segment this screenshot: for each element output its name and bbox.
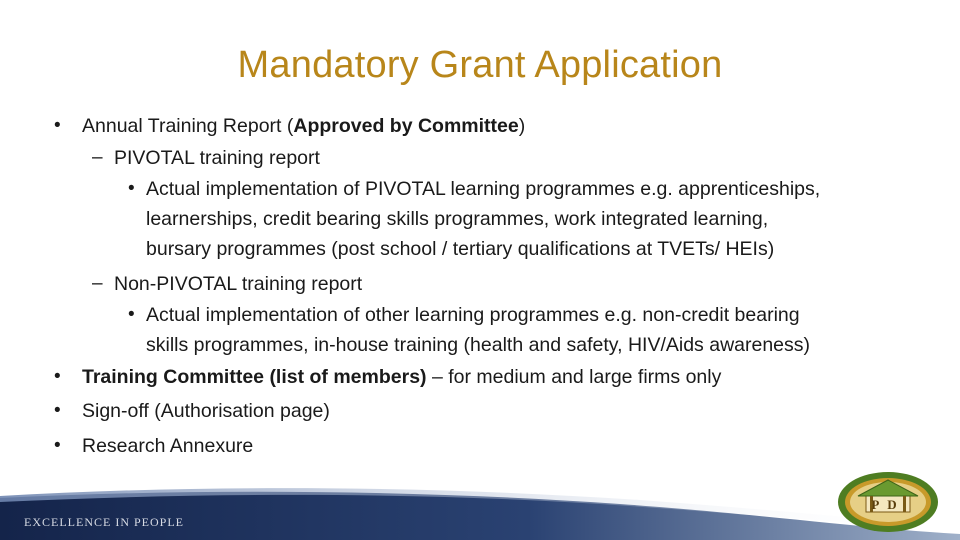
company-logo-icon: [832, 462, 944, 536]
bullet-marker: •: [54, 366, 61, 387]
detail-line: learnerships, credit bearing skills programmes, work integrated learning,: [146, 208, 769, 230]
bullet-text-suffix: ): [518, 115, 526, 137]
bullet-research-annexure: [52, 430, 932, 462]
subbullet-text: Non-PIVOTAL training report: [114, 273, 363, 295]
subbullet-text: PIVOTAL training report: [114, 147, 320, 169]
detail-line: bursary programmes (post school / tertiary qualifications at TVETs/ HEIs): [146, 238, 775, 260]
bullet-text-suffix: – for medium and large firms only: [426, 366, 722, 388]
logo-letters: PD: [871, 497, 905, 512]
bullet-sign-off: [52, 395, 932, 427]
bullet-marker: •: [54, 115, 61, 136]
bullet-marker: •: [128, 178, 135, 199]
dash-marker: –: [92, 147, 103, 168]
subbullet-pivotal-report: [52, 142, 932, 174]
subbullet-non-pivotal-report: [52, 268, 932, 300]
subsubbullet-non-pivotal-detail: [52, 300, 932, 360]
dash-marker: –: [92, 273, 103, 294]
bullet-text: Sign-off (Authorisation page): [82, 400, 330, 422]
detail-line: Actual implementation of other learning programmes e.g. non-credit bearing: [146, 304, 800, 326]
bullet-training-committee: [52, 361, 932, 393]
footer-tagline: EXCELLENCE IN PEOPLE: [24, 515, 184, 529]
detail-line: Actual implementation of PIVOTAL learning programmes e.g. apprenticeships,: [146, 178, 821, 200]
bullet-list: [52, 110, 932, 462]
bullet-marker: •: [54, 400, 61, 421]
bullet-bold-text: Training Committee (list of members): [82, 366, 427, 388]
bullet-annual-training-report: [52, 110, 932, 142]
detail-line: skills programmes, in-house training (health and safety, HIV/Aids awareness): [146, 334, 811, 356]
subsubbullet-pivotal-detail: [52, 174, 932, 264]
bullet-marker: •: [128, 304, 135, 325]
bullet-marker: •: [54, 435, 61, 456]
slide-title: Mandatory Grant Application: [237, 44, 723, 86]
bullet-text: Annual Training Report (: [82, 115, 294, 137]
bullet-text: Research Annexure: [82, 435, 254, 457]
bullet-bold-text: Approved by Committee: [293, 115, 519, 137]
